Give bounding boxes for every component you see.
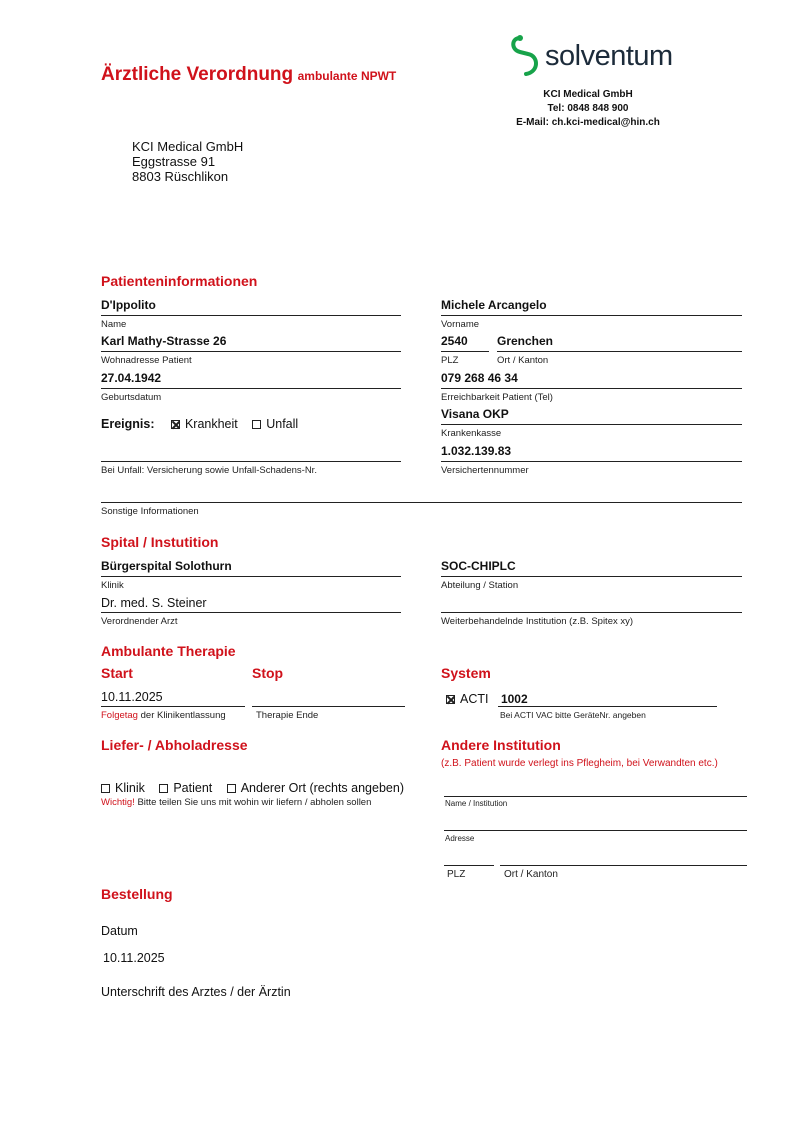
company-tel: Tel: 0848 848 900: [547, 103, 629, 114]
document-title: Ärztliche Verordnung: [101, 64, 294, 85]
solventum-logo-icon: [509, 34, 541, 78]
order-signature-label: Unterschrift des Arztes / der Ärztin: [101, 985, 291, 999]
other-institution-name-line[interactable]: [444, 796, 747, 797]
section-title-hospital: Spital / Instutition: [101, 534, 219, 550]
delivery-note: [101, 797, 371, 808]
patient-address-label: Wohnadresse Patient: [101, 355, 192, 366]
patient-dob-label: Geburtsdatum: [101, 392, 162, 403]
therapy-system-title: System: [441, 665, 491, 681]
patient-city-value[interactable]: Grenchen: [497, 334, 554, 348]
accident-insurance-line[interactable]: [101, 461, 401, 462]
therapy-stop-title: Stop: [252, 665, 284, 681]
event-row: [101, 415, 308, 433]
therapy-start-title: Start: [101, 665, 133, 681]
recipient-line-3: 8803 Rüschlikon: [132, 169, 229, 184]
accident-insurance-label: Bei Unfall: Versicherung sowie Unfall-Schadens-Nr.: [101, 465, 317, 476]
company-email: E-Mail: ch.kci-medical@hin.ch: [516, 117, 660, 128]
recipient-address: [132, 139, 243, 184]
patient-dob-value[interactable]: 27.04.1942: [101, 371, 162, 385]
therapy-start-value[interactable]: 10.11.2025: [101, 690, 163, 704]
company-name: KCI Medical GmbH: [543, 89, 633, 100]
section-title-other-institution: Andere Institution: [441, 737, 561, 753]
other-info-label: Sonstige Informationen: [101, 506, 199, 517]
patient-insurer-label: Krankenkasse: [441, 428, 502, 439]
system-acti-checkbox[interactable]: [446, 695, 455, 704]
document-subtitle: ambulante NPWT: [297, 69, 397, 83]
order-date-label: Datum: [101, 924, 138, 938]
section-title-order: Bestellung: [101, 886, 173, 902]
patient-firstname-label: Vorname: [441, 319, 480, 330]
system-acti-label: ACTI: [460, 692, 489, 706]
event-illness-checkbox[interactable]: [171, 420, 180, 429]
delivery-options: [101, 779, 414, 797]
system-device-line: [498, 706, 717, 707]
followup-institution-label: Weiterbehandelnde Institution (z.B. Spitex xy): [441, 616, 634, 627]
patient-address-value[interactable]: Karl Mathy-Strasse 26: [101, 334, 227, 348]
other-institution-city-line[interactable]: [500, 865, 747, 866]
system-device-number[interactable]: 1002: [500, 692, 528, 706]
insured-number-value[interactable]: 1.032.139.83: [441, 444, 512, 458]
patient-plz-value[interactable]: 2540: [441, 334, 468, 348]
delivery-patient-checkbox[interactable]: [159, 784, 168, 793]
doctor-line: [101, 612, 401, 613]
section-title-patient: Patienteninformationen: [101, 273, 258, 289]
department-value[interactable]: SOC-CHIPLC: [441, 559, 516, 573]
doctor-value[interactable]: Dr. med. S. Steiner: [101, 596, 207, 610]
event-accident-label: Unfall: [266, 417, 299, 431]
patient-insurer-line: [441, 424, 742, 425]
delivery-clinic-checkbox[interactable]: [101, 784, 110, 793]
patient-dob-line: [101, 388, 401, 389]
patient-city-label: Ort / Kanton: [497, 355, 549, 366]
other-institution-hint: (z.B. Patient wurde verlegt ins Pflegheim, bei Verwandten etc.): [441, 758, 718, 769]
patient-name-line: [101, 315, 401, 316]
insured-number-label: Versichertennummer: [441, 465, 529, 476]
other-institution-city-label: Ort / Kanton: [504, 869, 558, 880]
therapy-stop-label: Therapie Ende: [256, 710, 319, 721]
event-accident-checkbox[interactable]: [252, 420, 261, 429]
brand-logo: [509, 34, 673, 78]
other-institution-address-label: Adresse: [445, 834, 475, 843]
patient-name-label: Name: [101, 319, 127, 330]
other-institution-plz-line[interactable]: [444, 865, 494, 866]
patient-phone-value[interactable]: 079 268 46 34: [441, 371, 518, 385]
patient-phone-line: [441, 388, 742, 389]
therapy-start-label-highlight: Folgetag: [101, 710, 138, 721]
event-label: Ereignis:: [101, 417, 155, 431]
delivery-other-checkbox[interactable]: [227, 784, 236, 793]
other-institution-plz-label: PLZ: [447, 869, 466, 880]
insured-number-line: [441, 461, 742, 462]
recipient-line-1: KCI Medical GmbH: [132, 139, 244, 154]
clinic-label: Klinik: [101, 580, 124, 591]
patient-address-line: [101, 351, 401, 352]
department-line: [441, 576, 742, 577]
section-title-delivery: Liefer- / Abholadresse: [101, 737, 248, 753]
patient-insurer-value[interactable]: Visana OKP: [441, 407, 509, 421]
other-institution-name-label: Name / Institution: [445, 799, 508, 808]
other-info-line[interactable]: [101, 502, 742, 503]
delivery-note-rest: Bitte teilen Sie uns mit wohin wir liefern / abholen sollen: [137, 797, 372, 808]
delivery-note-highlight: Wichtig!: [101, 797, 135, 808]
brand-name: solventum: [545, 39, 673, 72]
document-title-row: [101, 64, 396, 86]
patient-firstname-value[interactable]: Michele Arcangelo: [441, 298, 547, 312]
recipient-line-2: Eggstrasse 91: [132, 154, 216, 169]
therapy-start-label: [101, 710, 226, 721]
other-institution-address-line[interactable]: [444, 830, 747, 831]
patient-phone-label: Erreichbarkeit Patient (Tel): [441, 392, 553, 403]
delivery-other-label: Anderer Ort (rechts angeben): [240, 781, 404, 795]
clinic-line: [101, 576, 401, 577]
clinic-value[interactable]: Bürgerspital Solothurn: [101, 559, 232, 573]
patient-plz-line: [441, 351, 489, 352]
section-title-therapy: Ambulante Therapie: [101, 643, 236, 659]
company-contact: [468, 88, 708, 130]
therapy-stop-line[interactable]: [252, 706, 405, 707]
delivery-clinic-label: Klinik: [115, 781, 145, 795]
patient-name-value[interactable]: D'Ippolito: [101, 298, 156, 312]
system-note: Bei ACTI VAC bitte GeräteNr. angeben: [500, 710, 646, 720]
doctor-label: Verordnender Arzt: [101, 616, 178, 627]
patient-firstname-line: [441, 315, 742, 316]
therapy-start-line: [101, 706, 245, 707]
patient-city-line: [497, 351, 742, 352]
department-label: Abteilung / Station: [441, 580, 519, 591]
patient-plz-label: PLZ: [441, 355, 459, 366]
delivery-patient-label: Patient: [173, 781, 213, 795]
order-date-value[interactable]: 10.11.2025: [103, 951, 165, 965]
therapy-start-label-rest: der Klinikentlassung: [140, 710, 226, 721]
followup-institution-line[interactable]: [441, 612, 742, 613]
event-illness-label: Krankheit: [184, 417, 238, 431]
